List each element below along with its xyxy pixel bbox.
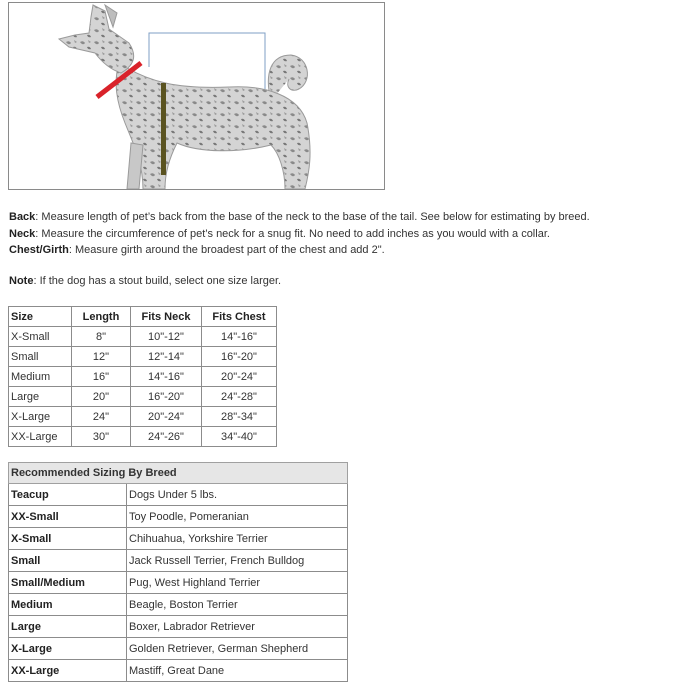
size-cell: X-Large bbox=[9, 407, 72, 427]
neck-cell: 14"-16" bbox=[131, 367, 202, 387]
table-row bbox=[9, 572, 348, 594]
breed-table-title: Recommended Sizing By Breed bbox=[9, 463, 348, 484]
table-row bbox=[9, 387, 277, 407]
breed-size-cell: X-Large bbox=[9, 638, 127, 660]
breed-size-cell: XX-Large bbox=[9, 660, 127, 682]
chest-cell: 16"-20" bbox=[202, 347, 277, 367]
size-chart-header-row bbox=[9, 307, 277, 327]
chest-cell: 28"-34" bbox=[202, 407, 277, 427]
length-cell: 16" bbox=[72, 367, 131, 387]
neck-col-header: Fits Neck bbox=[131, 307, 202, 327]
breed-names-cell: Toy Poodle, Pomeranian bbox=[127, 506, 348, 528]
dog-measurement-image bbox=[8, 2, 385, 190]
breed-names-cell: Mastiff, Great Dane bbox=[127, 660, 348, 682]
table-row bbox=[9, 638, 348, 660]
breed-names-cell: Dogs Under 5 lbs. bbox=[127, 484, 348, 506]
table-row bbox=[9, 427, 277, 447]
chest-measure-marker bbox=[161, 83, 166, 175]
instruction-neck: Neck: Measure the circumference of pet’s neck for a snug fit. No need to add inches as you would with a collar. bbox=[9, 227, 550, 240]
size-cell: XX-Large bbox=[9, 427, 72, 447]
table-row bbox=[9, 407, 277, 427]
table-row bbox=[9, 550, 348, 572]
size-cell: Large bbox=[9, 387, 72, 407]
table-row bbox=[9, 616, 348, 638]
length-cell: 24" bbox=[72, 407, 131, 427]
table-row bbox=[9, 327, 277, 347]
breed-names-cell: Chihuahua, Yorkshire Terrier bbox=[127, 528, 348, 550]
neck-cell: 12"-14" bbox=[131, 347, 202, 367]
size-col-header: Size bbox=[9, 307, 72, 327]
size-cell: Medium bbox=[9, 367, 72, 387]
length-cell: 12" bbox=[72, 347, 131, 367]
breed-size-cell: Teacup bbox=[9, 484, 127, 506]
sizing-note: Note: If the dog has a stout build, select one size larger. bbox=[9, 275, 282, 287]
table-row bbox=[9, 506, 348, 528]
table-row bbox=[9, 347, 277, 367]
instruction-chest: Chest/Girth: Measure girth around the broadest part of the chest and add 2". bbox=[9, 244, 385, 256]
breed-size-cell: Medium bbox=[9, 594, 127, 616]
breed-size-cell: X-Small bbox=[9, 528, 127, 550]
breed-sizing-table bbox=[8, 462, 348, 682]
neck-cell: 16"-20" bbox=[131, 387, 202, 407]
chest-cell: 34"-40" bbox=[202, 427, 277, 447]
neck-cell: 24"-26" bbox=[131, 427, 202, 447]
breed-names-cell: Jack Russell Terrier, French Bulldog bbox=[127, 550, 348, 572]
length-cell: 20" bbox=[72, 387, 131, 407]
dog-head bbox=[59, 5, 134, 73]
neck-cell: 20"-24" bbox=[131, 407, 202, 427]
table-row bbox=[9, 528, 348, 550]
table-row bbox=[9, 367, 277, 387]
length-col-header: Length bbox=[72, 307, 131, 327]
dog-illustration bbox=[9, 3, 384, 189]
table-row bbox=[9, 660, 348, 682]
breed-names-cell: Pug, West Highland Terrier bbox=[127, 572, 348, 594]
breed-table-header-row bbox=[9, 463, 348, 484]
size-chart-table bbox=[8, 306, 277, 447]
size-cell: X-Small bbox=[9, 327, 72, 347]
breed-size-cell: Small bbox=[9, 550, 127, 572]
breed-size-cell: Small/Medium bbox=[9, 572, 127, 594]
chest-col-header: Fits Chest bbox=[202, 307, 277, 327]
length-cell: 30" bbox=[72, 427, 131, 447]
length-cell: 8" bbox=[72, 327, 131, 347]
size-cell: Small bbox=[9, 347, 72, 367]
breed-names-cell: Beagle, Boston Terrier bbox=[127, 594, 348, 616]
instruction-back: Back: Measure length of pet’s back from the base of the neck to the base of the tail. See below for estimating by breed. bbox=[9, 211, 590, 223]
measurement-instructions bbox=[9, 209, 689, 259]
breed-size-cell: XX-Small bbox=[9, 506, 127, 528]
breed-names-cell: Boxer, Labrador Retriever bbox=[127, 616, 348, 638]
chest-cell: 24"-28" bbox=[202, 387, 277, 407]
table-row bbox=[9, 484, 348, 506]
neck-cell: 10"-12" bbox=[131, 327, 202, 347]
table-row bbox=[9, 594, 348, 616]
chest-cell: 14"-16" bbox=[202, 327, 277, 347]
back-measure-marker bbox=[149, 33, 265, 89]
chest-cell: 20"-24" bbox=[202, 367, 277, 387]
breed-names-cell: Golden Retriever, German Shepherd bbox=[127, 638, 348, 660]
dog-front-leg bbox=[127, 143, 143, 189]
breed-size-cell: Large bbox=[9, 616, 127, 638]
